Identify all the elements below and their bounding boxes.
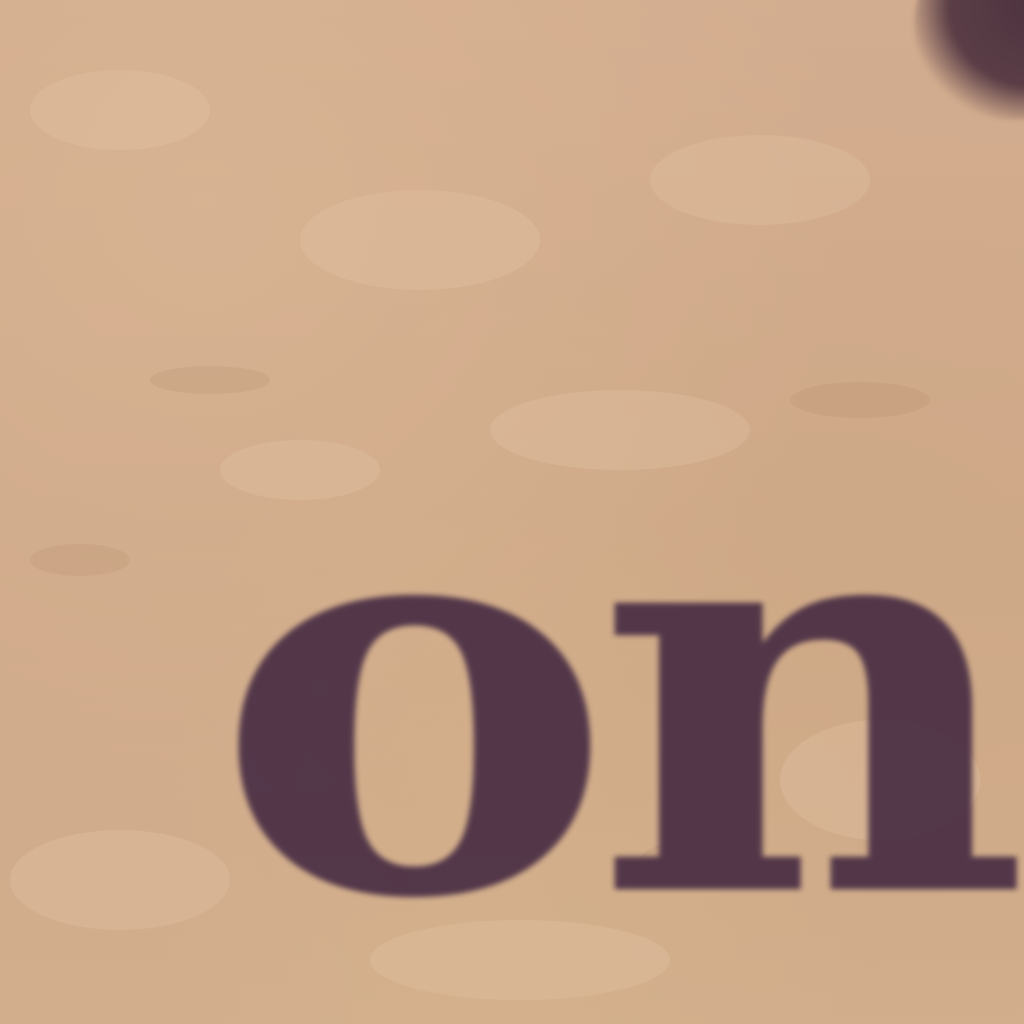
- printed-word: on: [214, 371, 1011, 1020]
